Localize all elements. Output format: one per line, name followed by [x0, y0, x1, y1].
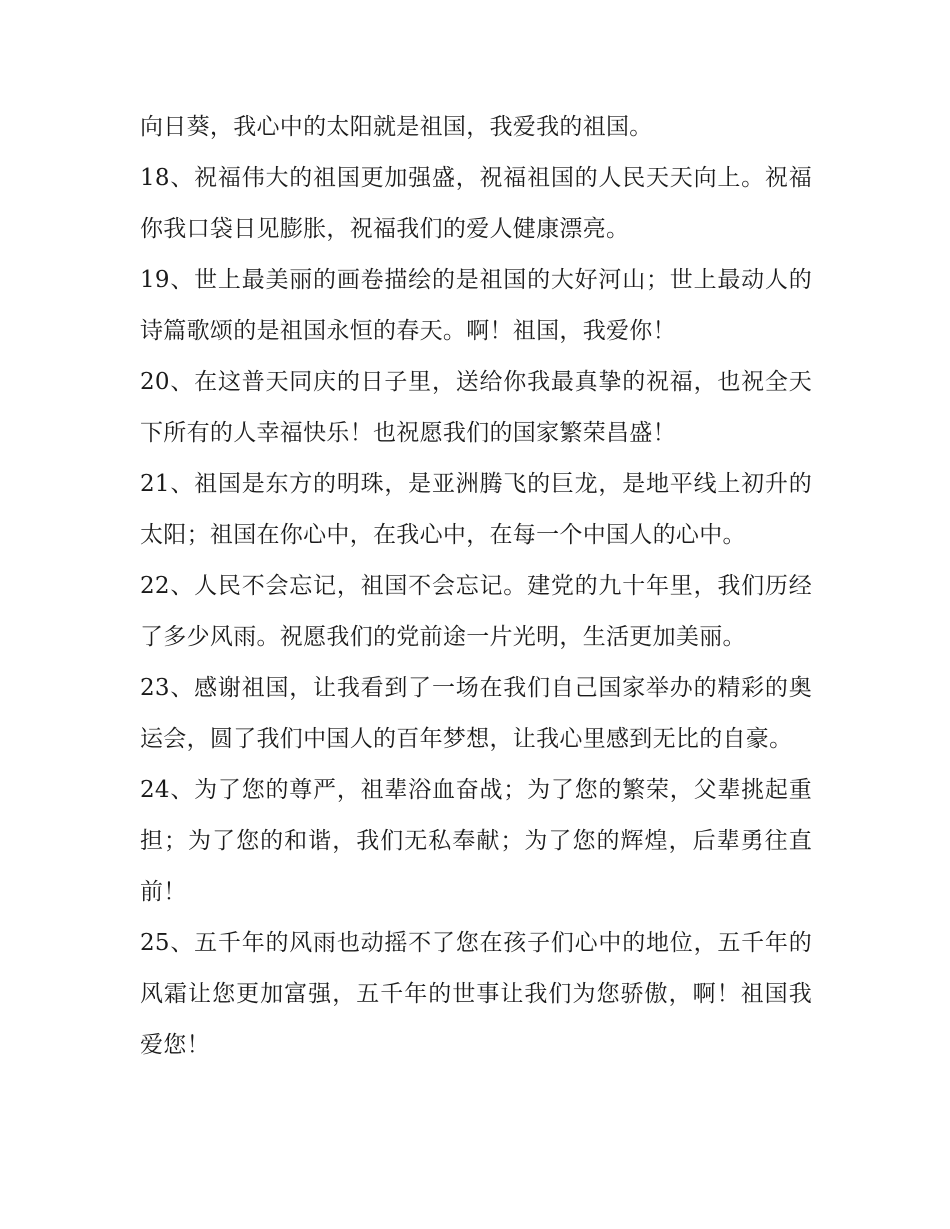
paragraph-22: 22、人民不会忘记，祖国不会忘记。建党的九十年里，我们历经了多少风雨。祝愿我们的党前途一片光明，生活更加美丽。	[140, 573, 812, 650]
paragraph-24: 24、为了您的尊严，祖辈浴血奋战；为了您的繁荣，父辈挑起重担；为了您的和谐，我们无私奉献；为了您的辉煌，后辈勇往直前！	[140, 777, 812, 905]
paragraph-23: 23、感谢祖国，让我看到了一场在我们自己国家举办的精彩的奥运会，圆了我们中国人的百年梦想，让我心里感到无比的自豪。	[140, 675, 812, 752]
paragraph-21: 21、祖国是东方的明珠，是亚洲腾飞的巨龙，是地平线上初升的太阳；祖国在你心中，在我心中，在每一个中国人的心中。	[140, 471, 812, 548]
document-body	[140, 102, 812, 1071]
paragraph-19: 19、世上最美丽的画卷描绘的是祖国的大好河山；世上最动人的诗篇歌颂的是祖国永恒的春天。啊！祖国，我爱你！	[140, 267, 812, 344]
paragraph-20: 20、在这普天同庆的日子里，送给你我最真挚的祝福，也祝全天下所有的人幸福快乐！也祝愿我们的国家繁荣昌盛！	[140, 369, 812, 446]
paragraph-continuation: 向日葵，我心中的太阳就是祖国，我爱我的祖国。	[140, 114, 653, 140]
paragraph-25: 25、五千年的风雨也动摇不了您在孩子们心中的地位，五千年的风霜让您更加富强，五千年的世事让我们为您骄傲，啊！祖国我爱您！	[140, 930, 812, 1058]
paragraph-18: 18、祝福伟大的祖国更加强盛，祝福祖国的人民天天向上。祝福你我口袋日见膨胀，祝福我们的爱人健康漂亮。	[140, 165, 812, 242]
